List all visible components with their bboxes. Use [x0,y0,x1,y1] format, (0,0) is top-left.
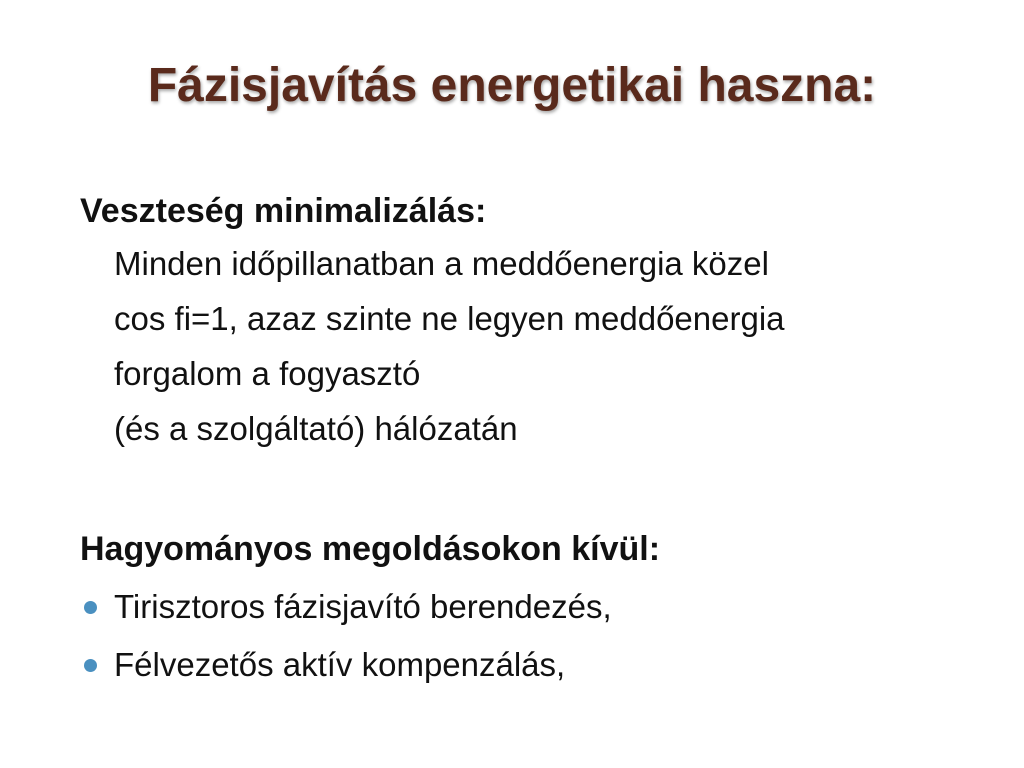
slide-content [80,186,960,694]
body-line: Minden időpillanatban a meddőenergia közel [114,245,769,282]
body-line: (és a szolgáltató) hálózatán [114,410,518,447]
list-item-label: Félvezetős aktív kompenzálás, [114,646,566,683]
bullet-dot-icon [84,659,97,672]
section-heading-loss-minimization: Veszteség minimalizálás: [80,192,487,230]
section-spacer [80,456,960,524]
bullet-list [80,578,960,694]
body-line: forgalom a fogyasztó [114,355,421,392]
list-item [80,636,960,694]
list-item [80,578,960,636]
bullet-dot-icon [84,601,97,614]
section-heading-traditional-solutions: Hagyományos megoldásokon kívül: [80,530,661,568]
slide-title: Fázisjavítás energetikai haszna: [147,59,877,112]
body-line: cos fi=1, azaz szinte ne legyen meddőenergia [114,300,785,337]
list-item-label: Tirisztoros fázisjavító berendezés, [114,588,612,625]
